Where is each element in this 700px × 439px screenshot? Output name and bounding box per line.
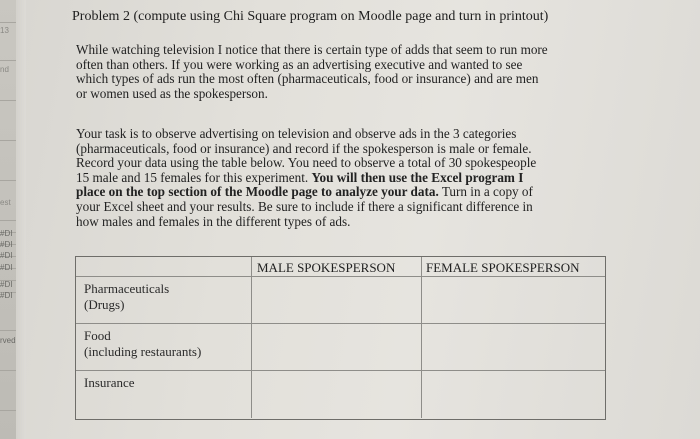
female-count-cell[interactable] — [421, 277, 605, 323]
row-label-cell — [76, 324, 252, 370]
margin-label: #DI — [0, 240, 13, 249]
paragraph-line — [76, 171, 616, 186]
header-cell — [421, 257, 605, 276]
table-header-row — [76, 257, 605, 277]
row-sublabel: (including restaurants) — [84, 344, 202, 359]
margin-label: nd — [0, 65, 9, 74]
margin-label: #DI — [0, 291, 13, 300]
margin-label: est — [0, 198, 11, 207]
margin-label: 13 — [0, 26, 9, 35]
female-count-cell[interactable] — [421, 371, 605, 418]
paragraph-line: Record your data using the table below. You need to observe a total of 30 spokespeople — [76, 155, 537, 171]
table-row — [76, 277, 605, 324]
row-sublabel: (Drugs) — [84, 297, 125, 312]
header-cell-empty — [76, 257, 252, 276]
table-row — [76, 371, 605, 418]
male-count-cell[interactable] — [251, 277, 422, 323]
problem-title: Problem 2 (compute using Chi Square program on Moodle page and turn in printout) — [72, 9, 549, 24]
margin-label: #DI — [0, 251, 13, 260]
paragraph-line: which types of ads run the most often (pharmaceuticals, food or insurance) and are men — [76, 71, 539, 87]
paragraph-line: or women used as the spokesperson. — [76, 85, 268, 101]
male-header: MALE SPOKESPERSON — [257, 260, 396, 275]
margin-label: rved — [0, 336, 16, 345]
row-label: Food — [84, 328, 111, 343]
row-label: Pharmaceuticals — [84, 281, 170, 296]
paragraph-text: Turn in a copy of — [441, 184, 533, 200]
paragraph-line: your Excel sheet and your results. Be sure to include if there a significant difference in — [76, 198, 533, 214]
female-header: FEMALE SPOKESPERSON — [426, 260, 580, 275]
page-gutter — [16, 0, 26, 439]
spreadsheet-edge — [0, 0, 17, 439]
intro-paragraph — [76, 43, 636, 101]
row-label-cell — [76, 277, 252, 323]
data-table — [75, 256, 606, 420]
paragraph-line — [76, 185, 616, 200]
row-label: Insurance — [84, 375, 135, 390]
male-count-cell[interactable] — [251, 371, 422, 418]
paragraph-line: often than others. If you were working as an advertising executive and wanted to see — [76, 56, 523, 72]
header-cell — [251, 257, 422, 276]
bold-instruction: place on the top section of the Moodle page to analyze your data. — [76, 184, 439, 200]
margin-label: #DI — [0, 280, 13, 289]
paragraph-line: how males and females in the different types of ads. — [76, 213, 351, 229]
female-count-cell[interactable] — [421, 324, 605, 370]
male-count-cell[interactable] — [251, 324, 422, 370]
paragraph-line: (pharmaceuticals, food or insurance) and record if the spokesperson is male or female. — [76, 140, 532, 156]
table-row — [76, 324, 605, 371]
paragraph-line: While watching television I notice that there is certain type of adds that seem to run more — [76, 42, 548, 57]
task-paragraph — [76, 127, 616, 229]
paragraph-text: 15 male and 15 females for this experiment. — [76, 169, 309, 185]
row-label-cell — [76, 371, 252, 418]
paragraph-line: Your task is to observe advertising on television and observe ads in the 3 categories — [76, 126, 517, 141]
margin-label: #DI — [0, 229, 13, 238]
bold-instruction: You will then use the Excel program I — [311, 169, 524, 185]
margin-label: #DI — [0, 263, 13, 272]
